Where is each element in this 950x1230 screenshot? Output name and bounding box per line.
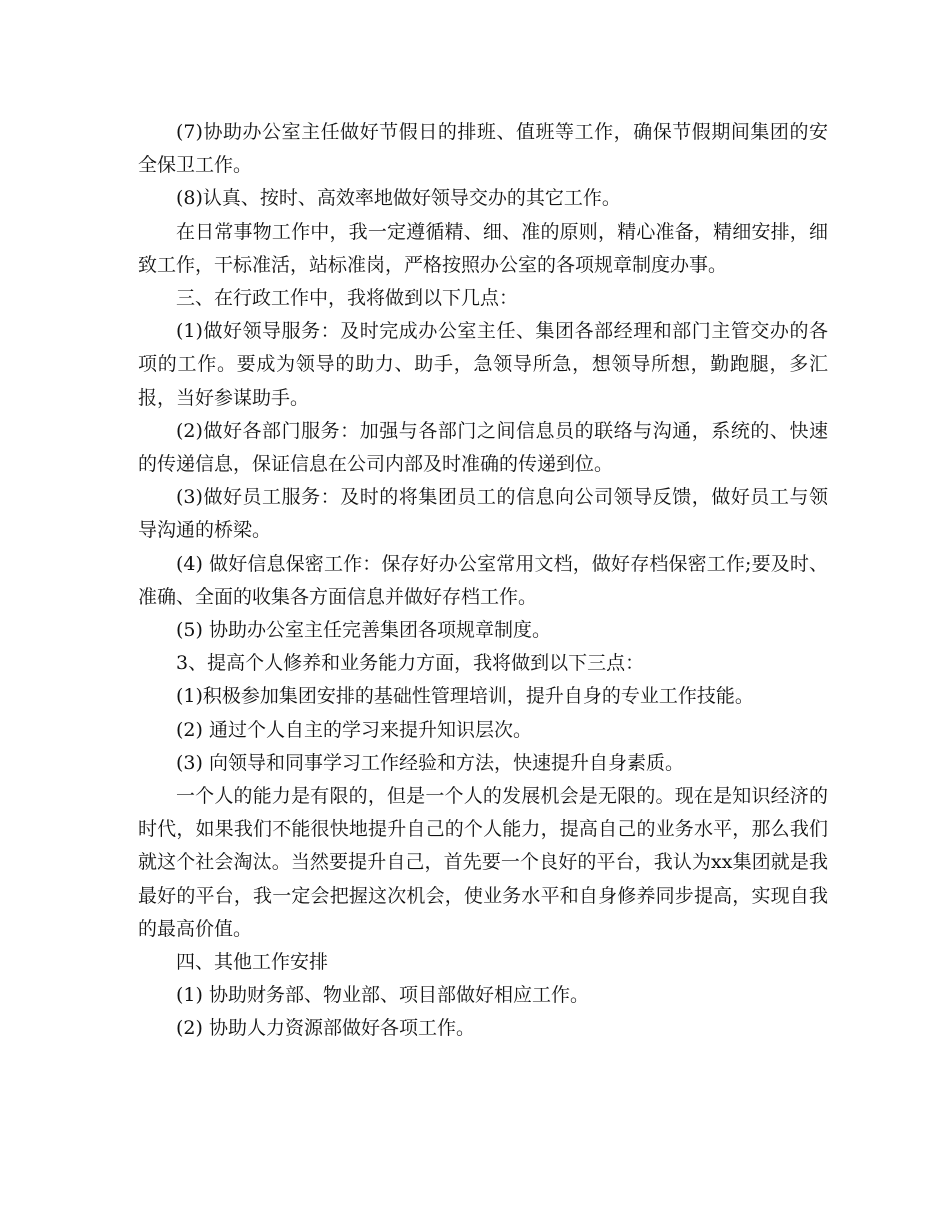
section-heading-administrative-work: 三、在行政工作中，我将做到以下几点： [176,287,519,310]
paragraph-training: (1)积极参加集团安排的基础性管理培训，提升自身的专业工作技能。 [176,685,754,708]
paragraph-confidentiality: (4) 做好信息保密工作：保存好办公室常用文档，做好存档保密工作;要及时、准确、全面的收集各方面信息并做好存档工作。 [138,552,828,608]
paragraph-employee-service: (3)做好员工服务：及时的将集团员工的信息向公司领导反馈，做好员工与领导沟通的桥梁。 [138,486,828,542]
paragraph-leader-service: (1)做好领导服务：及时完成办公室主任、集团各部经理和部门主管交办的各项的工作。要成为领导的助力、助手，急领导所急，想领导所想，勤跑腿，多汇报，当好参谋助手。 [138,320,828,409]
section-heading-personal-development: 3、提高个人修养和业务能力方面，我将做到以下三点： [176,652,645,675]
paragraph-regulations: (5) 协助办公室主任完善集团各项规章制度。 [176,619,551,642]
paragraph-learn-from-colleagues: (3) 向领导和同事学习工作经验和方法，快速提升自身素质。 [176,751,684,774]
paragraph-personal-ability: 一个人的能力是有限的，但是一个人的发展机会是无限的。现在是知识经济的时代，如果我们不能很快地提升自己的个人能力，提高自己的业务水平，那么我们就这个社会淘汰。当然要提升自己，首先要一个良好的平台，我认为xx集团就是我最好的平台，我一定会把握这次机会，使业务水平和自身修养同步提高，实现自我的最高价值。 [138,785,828,940]
section-heading-other-arrangements: 四、其他工作安排 [176,951,329,974]
paragraph-item-8-other-tasks: (8)认真、按时、高效率地做好领导交办的其它工作。 [176,187,621,210]
paragraph-daily-affairs: 在日常事物工作中，我一定遵循精、细、准的原则，精心准备，精细安排，细致工作，干标准活，站标准岗，严格按照办公室的各项规章制度办事。 [138,220,828,276]
paragraph-item-7-scheduling: (7)协助办公室主任做好节假日的排班、值班等工作，确保节假期间集团的安全保卫工作。 [138,121,828,177]
paragraph-self-study: (2) 通过个人自主的学习来提升知识层次。 [176,718,532,741]
paragraph-department-service: (2)做好各部门服务：加强与各部门之间信息员的联络与沟通，系统的、快速的传递信息，保证信息在公司内部及时准确的传递到位。 [138,419,828,476]
paragraph-assist-hr: (2) 协助人力资源部做好各项工作。 [176,1017,475,1040]
document-body [138,116,828,1046]
paragraph-assist-finance: (1) 协助财务部、物业部、项目部做好相应工作。 [176,984,589,1007]
